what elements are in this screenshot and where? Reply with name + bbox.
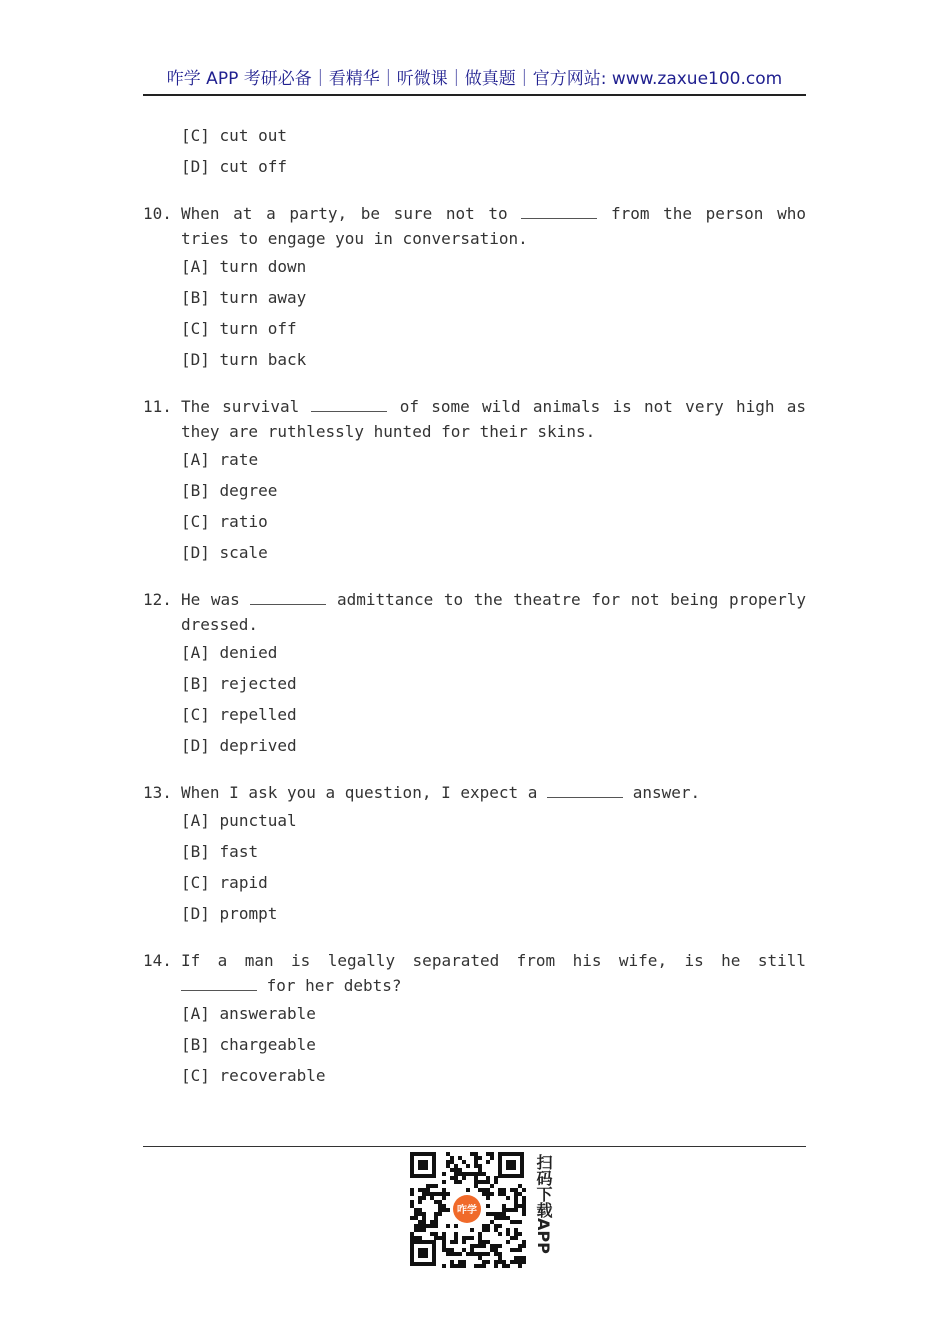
answer-blank — [250, 590, 326, 605]
option-label: [A] — [181, 1004, 210, 1023]
option-label: [D] — [181, 736, 210, 755]
question-stem — [143, 948, 806, 998]
question-number: 14. — [143, 951, 172, 970]
answer-blank — [547, 783, 623, 798]
stem-after-blank: of some wild animals is not very high as they are ruthlessly hunted for their skins. — [181, 397, 807, 441]
option-text: turn off — [219, 319, 297, 338]
footer-divider — [143, 1146, 806, 1147]
option-text: chargeable — [219, 1035, 316, 1054]
question-stem — [143, 201, 806, 251]
option-text: recoverable — [219, 1066, 326, 1085]
option-text: turn down — [219, 257, 307, 276]
question-stem — [143, 394, 806, 444]
option-label: [C] — [181, 1066, 210, 1085]
option-text: degree — [219, 481, 278, 500]
option-text: prompt — [219, 904, 278, 923]
option-item — [143, 637, 806, 668]
stem-before-blank: If a man is legally separated from his wife, is he still — [181, 951, 806, 970]
stem-before-blank: The survival — [181, 397, 300, 416]
stem-before-blank: He was — [181, 590, 240, 609]
option-item — [143, 151, 806, 182]
leading-options — [143, 120, 806, 182]
option-text: rejected — [219, 674, 297, 693]
answer-blank — [181, 976, 257, 991]
option-label: [A] — [181, 257, 210, 276]
option-item — [143, 444, 806, 475]
option-label: [C] — [181, 512, 210, 531]
option-item — [143, 730, 806, 761]
option-label: [B] — [181, 842, 210, 861]
option-item — [143, 282, 806, 313]
question — [143, 201, 806, 375]
option-item — [143, 898, 806, 929]
option-text: scale — [219, 543, 268, 562]
option-label: [B] — [181, 1035, 210, 1054]
option-label: [D] — [181, 157, 210, 176]
option-item — [143, 699, 806, 730]
option-label: [A] — [181, 811, 210, 830]
question-stem — [143, 587, 806, 637]
header-text: 咋学 APP 考研必备｜看精华｜听微课｜做真题｜官方网站: www.zaxue100.com — [166, 69, 783, 89]
question-number: 10. — [143, 204, 172, 223]
option-text: turn away — [219, 288, 307, 307]
stem-before-blank: When at a party, be sure not to — [181, 204, 508, 223]
question-number: 12. — [143, 590, 172, 609]
option-text: answerable — [219, 1004, 316, 1023]
answer-blank — [311, 397, 387, 412]
app-download-qr[interactable] — [408, 1150, 553, 1268]
option-label: [C] — [181, 126, 210, 145]
page-header — [143, 62, 806, 96]
option-item — [143, 998, 806, 1029]
option-label: [B] — [181, 674, 210, 693]
option-label: [B] — [181, 288, 210, 307]
question-number: 11. — [143, 397, 172, 416]
option-item — [143, 836, 806, 867]
option-text: denied — [219, 643, 278, 662]
option-label: [C] — [181, 319, 210, 338]
option-item — [143, 537, 806, 568]
option-item — [143, 1060, 806, 1091]
option-text: cut off — [219, 157, 287, 176]
qr-code-icon[interactable] — [408, 1150, 526, 1268]
option-item — [143, 475, 806, 506]
option-item — [143, 344, 806, 375]
option-text: fast — [219, 842, 259, 861]
option-text: punctual — [219, 811, 297, 830]
option-label: [A] — [181, 450, 210, 469]
option-text: deprived — [219, 736, 297, 755]
option-label: [C] — [181, 873, 210, 892]
option-item — [143, 251, 806, 282]
question — [143, 587, 806, 761]
option-text: ratio — [219, 512, 268, 531]
option-item — [143, 120, 806, 151]
qr-caption: 扫码下载APP — [534, 1154, 553, 1254]
question — [143, 948, 806, 1091]
option-item — [143, 867, 806, 898]
exam-content — [143, 120, 806, 1091]
qr-logo-text: 咋学 — [457, 1205, 477, 1216]
question — [143, 394, 806, 568]
option-text: rate — [219, 450, 259, 469]
stem-after-blank: answer. — [632, 783, 701, 802]
stem-after-blank: from the person who tries to engage you in conversation. — [181, 204, 806, 248]
stem-before-blank: When I ask you a question, I expect a — [181, 783, 538, 802]
option-item — [143, 506, 806, 537]
option-text: repelled — [219, 705, 297, 724]
option-item — [143, 313, 806, 344]
stem-after-blank: for her debts? — [266, 976, 402, 995]
option-item — [143, 668, 806, 699]
question — [143, 780, 806, 929]
question-stem — [143, 780, 806, 805]
option-text: rapid — [219, 873, 268, 892]
option-label: [D] — [181, 350, 210, 369]
option-label: [C] — [181, 705, 210, 724]
option-item — [143, 1029, 806, 1060]
option-text: cut out — [219, 126, 287, 145]
option-label: [D] — [181, 543, 210, 562]
option-label: [D] — [181, 904, 210, 923]
option-label: [B] — [181, 481, 210, 500]
stem-after-blank: admittance to the theatre for not being properly dressed. — [181, 590, 807, 634]
question-number: 13. — [143, 783, 172, 802]
option-text: turn back — [219, 350, 307, 369]
option-item — [143, 805, 806, 836]
option-label: [A] — [181, 643, 210, 662]
answer-blank — [521, 204, 597, 219]
